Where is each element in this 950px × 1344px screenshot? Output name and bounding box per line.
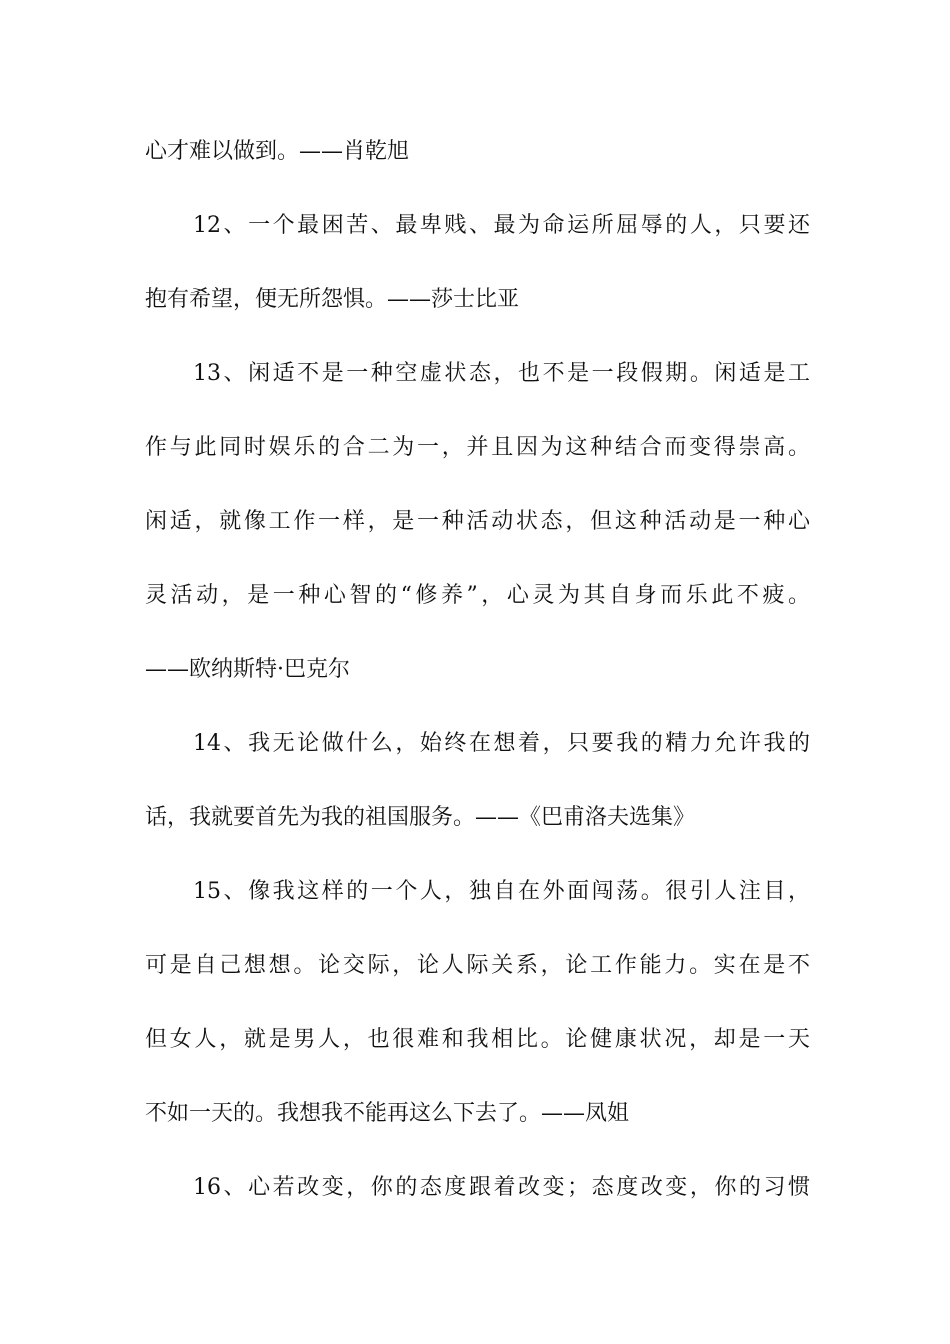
quote-13-line-1: 13、闲适不是一种空虚状态，也不是一段假期。闲适是工 xyxy=(193,361,810,386)
quote-15-line-2: 可是自己想想。论交际，论人际关系，论工作能力。实在是不 xyxy=(145,953,810,978)
quote-14-line-1: 14、我无论做什么，始终在想着，只要我的精力允许我的 xyxy=(193,731,810,756)
quote-12-line-2: 抱有希望，便无所怨惧。——莎士比亚 xyxy=(145,287,520,312)
quote-13-line-3: 闲适，就像工作一样，是一种活动状态，但这种活动是一种心 xyxy=(145,509,810,534)
quote-13-line-4: 灵活动，是一种心智的“修养”，心灵为其自身而乐此不疲。 xyxy=(145,583,810,608)
quote-13-line-2: 作与此同时娱乐的合二为一，并且因为这种结合而变得崇高。 xyxy=(145,435,810,460)
quote-15-line-3: 但女人，就是男人，也很难和我相比。论健康状况，却是一天 xyxy=(145,1027,810,1052)
quote-13-attribution: ——欧纳斯特·巴克尔 xyxy=(145,657,350,682)
quote-14-line-2: 话，我就要首先为我的祖国服务。——《巴甫洛夫选集》 xyxy=(145,805,696,830)
quote-12-line-1: 12、一个最困苦、最卑贱、最为命运所屈辱的人，只要还 xyxy=(193,213,810,238)
quote-16-line-1: 16、心若改变，你的态度跟着改变；态度改变，你的习惯 xyxy=(193,1175,810,1200)
quote-15-line-1: 15、像我这样的一个人，独自在外面闯荡。很引人注目， xyxy=(193,879,810,904)
quote-15-line-4: 不如一天的。我想我不能再这么下去了。——凤姐 xyxy=(145,1101,630,1126)
text-line: 心才难以做到。——肖乾旭 xyxy=(145,139,410,164)
